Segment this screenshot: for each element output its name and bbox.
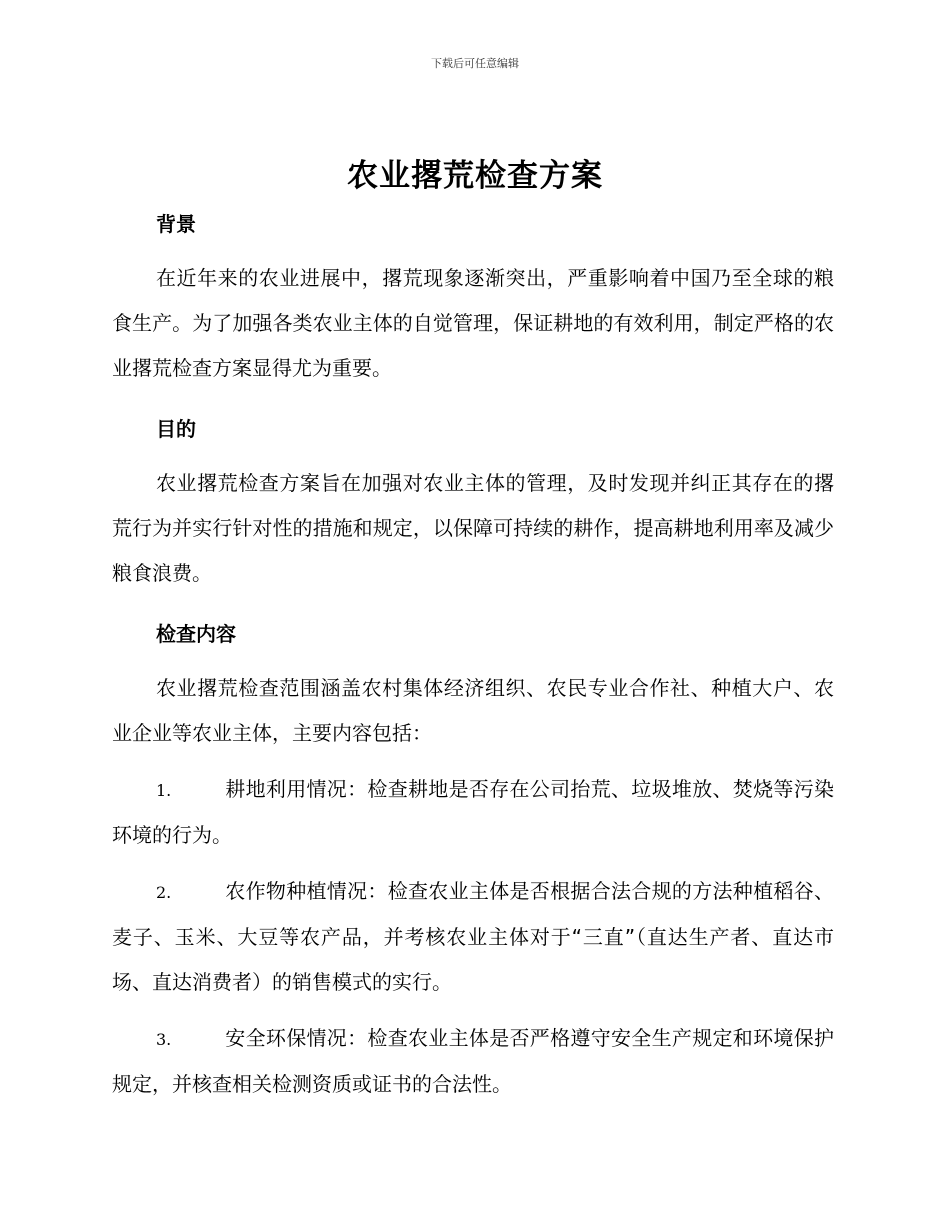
list-item-text: 安全环保情况：检查农业主体是否严格遵守安全生产规定和环境保护规定，并核查相关检测资质或证书的合法性。 — [112, 1026, 834, 1096]
section-paragraph-background: 在近年来的农业进展中，撂荒现象逐渐突出，严重影响着中国乃至全球的粮食生产。为了加强各类农业主体的自觉管理，保证耕地的有效利用，制定严格的农业撂荒检查方案显得尤为重要。 — [112, 266, 834, 380]
header-note: 下载后可任意编辑 — [431, 57, 519, 70]
list-item-text: 农作物种植情况：检查农业主体是否根据合法合规的方法种植稻谷、麦子、玉米、大豆等农产品，并考核农业主体对于“三直”（直达生产者、直达市场、直达消费者）的销售模式的实行。 — [112, 879, 834, 994]
section-paragraph-purpose: 农业撂荒检查方案旨在加强对农业主体的管理，及时发现并纠正其存在的撂荒行为并实行针对性的措施和规定，以保障可持续的耕作，提高耕地利用率及减少粮食浪费。 — [112, 471, 834, 585]
list-item-number: 2. — [156, 883, 172, 902]
list-item-number: 3. — [156, 1030, 172, 1049]
list-item — [112, 869, 834, 1005]
list-item-text: 耕地利用情况：检查耕地是否存在公司抬荒、垃圾堆放、焚烧等污染环境的行为。 — [112, 777, 834, 847]
list-item-number: 1. — [156, 781, 172, 800]
list-item — [112, 767, 834, 858]
section-heading-purpose: 目的 — [156, 417, 196, 441]
document-title: 农业撂荒检查方案 — [347, 158, 603, 194]
section-paragraph-content: 农业撂荒检查范围涵盖农村集体经济组织、农民专业合作社、种植大户、农业企业等农业主体，主要内容包括： — [112, 676, 834, 745]
section-heading-background: 背景 — [156, 212, 196, 236]
list-item — [112, 1016, 834, 1107]
section-heading-content: 检查内容 — [156, 622, 236, 646]
